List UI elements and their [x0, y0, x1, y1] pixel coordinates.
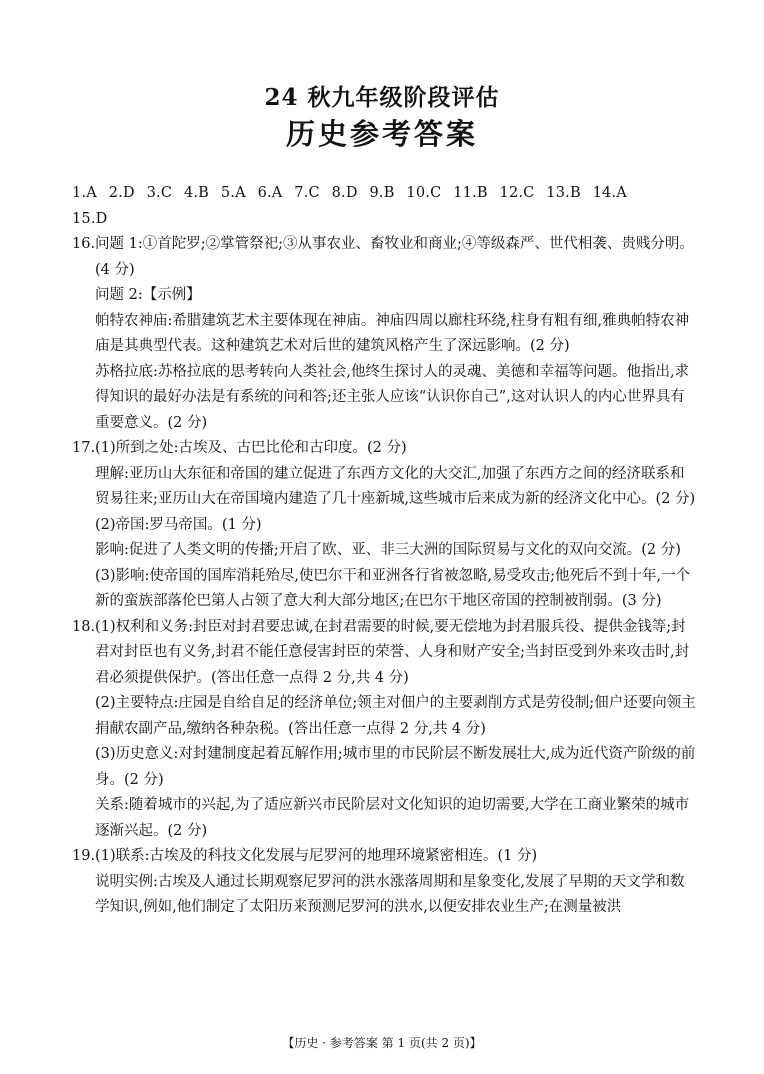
q18-relation: 关系:随着城市的兴起,为了适应新兴市民阶层对文化知识的迫切需要,大学在工商业繁荣的城市逐渐兴起。(2 分): [95, 797, 690, 839]
mc-answer: 9.B: [369, 185, 395, 201]
q17-understanding: 理解:亚历山大东征和帝国的建立促进了东西方文化的大交汇,加强了东西方之间的经济联系和贸易往来;亚历山大在帝国境内建造了几十座新城,这些城市后来成为新的经济文化中心。(2 分): [95, 465, 696, 507]
q16-parthenon: 帕特农神庙:希腊建筑艺术主要体现在神庙。神庙四周以廊柱环绕,柱身有粗有细,雅典帕特农神庙是其典型代表。这种建筑艺术对后世的建筑风格产生了深远影响。(2 分): [95, 312, 690, 354]
q19-example: 说明实例:古埃及人通过长期观察尼罗河的洪水涨落周期和星象变化,发展了早期的天文学和数学知识,例如,他们制定了太阳历来预测尼罗河的洪水,以便安排农业生产;在测量被洪: [95, 873, 685, 915]
mc-answer: 1.A: [72, 185, 97, 201]
mc-answer: 6.A: [257, 185, 283, 201]
exam-title: 24 秋九年级阶段评估: [264, 84, 500, 111]
mc-answer: 3.C: [146, 185, 173, 201]
q16-part2-label: 问题 2:【示例】: [95, 287, 201, 303]
mc-answer: 14.A: [592, 185, 627, 201]
q16-socrates: 苏格拉底:苏格拉底的思考转向人类社会,他终生探讨人的灵魂、美德和幸福等问题。他指出,求得知识的最好办法是有系统的问和答;还主张人应该“认识你自己”,这对认识人的内心世界具有重要意义。(2 分): [95, 363, 690, 431]
mc-answer: 7.C: [294, 185, 320, 201]
answer-body: [72, 181, 696, 921]
mc-answer: 8.D: [331, 185, 358, 201]
q17-influence: 影响:促进了人类文明的传播;开启了欧、亚、非三大洲的国际贸易与文化的双向交流。(2 分): [95, 542, 681, 558]
q17-part3: (3)影响:使帝国的国库消耗殆尽,使巴尔干和亚洲各行省被忽略,易受攻击;他死后不到十年,一个新的蛮族部落伦巴第人占领了意大利大部分地区;在巴尔干地区帝国的控制被削弱。(3 分): [95, 567, 691, 609]
mc-answer: 5.A: [220, 185, 246, 201]
q18-part3: (3)历史意义:对封建制度起着瓦解作用;城市里的市民阶层不断发展壮大,成为近代资产阶级的前身。(2 分): [95, 746, 696, 788]
multiple-choice-answers: [72, 181, 696, 232]
mc-answer: 2.D: [108, 185, 135, 201]
mc-answer: 10.C: [406, 185, 442, 201]
page-footer: 【历史 · 参考答案 第 1 页(共 2 页)】: [282, 1036, 482, 1050]
q18-part2: (2)主要特点:庄园是自给自足的经济单位;领主对佃户的主要剥削方式是劳役制;佃户还要向领主捐献农副产品,缴纳各种杂税。(答出任意一点得 2 分,共 4 分): [95, 695, 696, 737]
mc-answer: 11.B: [453, 185, 488, 201]
q18-part1: 18.(1)权利和义务:封臣对封君要忠诚,在封君需要的时候,要无偿地为封君服兵役、提供金钱等;封君对封臣也有义务,封君不能任意侵害封臣的荣誉、人身和财产安全;当封臣受到外来攻击时,封君必须提供保护。(答出任意一点得 2 分,共 4 分): [72, 618, 690, 686]
q19-part1: 19.(1)联系:古埃及的科技文化发展与尼罗河的地理环境紧密相连。(1 分): [72, 848, 538, 864]
q17-part1: 17.(1)所到之处:古埃及、古巴比伦和古印度。(2 分): [72, 440, 407, 456]
mc-answer: 15.D: [72, 210, 108, 227]
mc-answer: 12.C: [499, 185, 535, 201]
mc-answer: 13.B: [546, 185, 581, 201]
answer-key-title: 历史参考答案: [285, 117, 478, 151]
q17-part2: (2)帝国:罗马帝国。(1 分): [95, 516, 262, 533]
q16-part1: 16.问题 1:①首陀罗;②掌管祭祀;③从事农业、畜牧业和商业;④等级森严、世代相袭、贵贱分明。(4 分): [72, 236, 694, 278]
mc-answer: 4.B: [183, 185, 210, 201]
